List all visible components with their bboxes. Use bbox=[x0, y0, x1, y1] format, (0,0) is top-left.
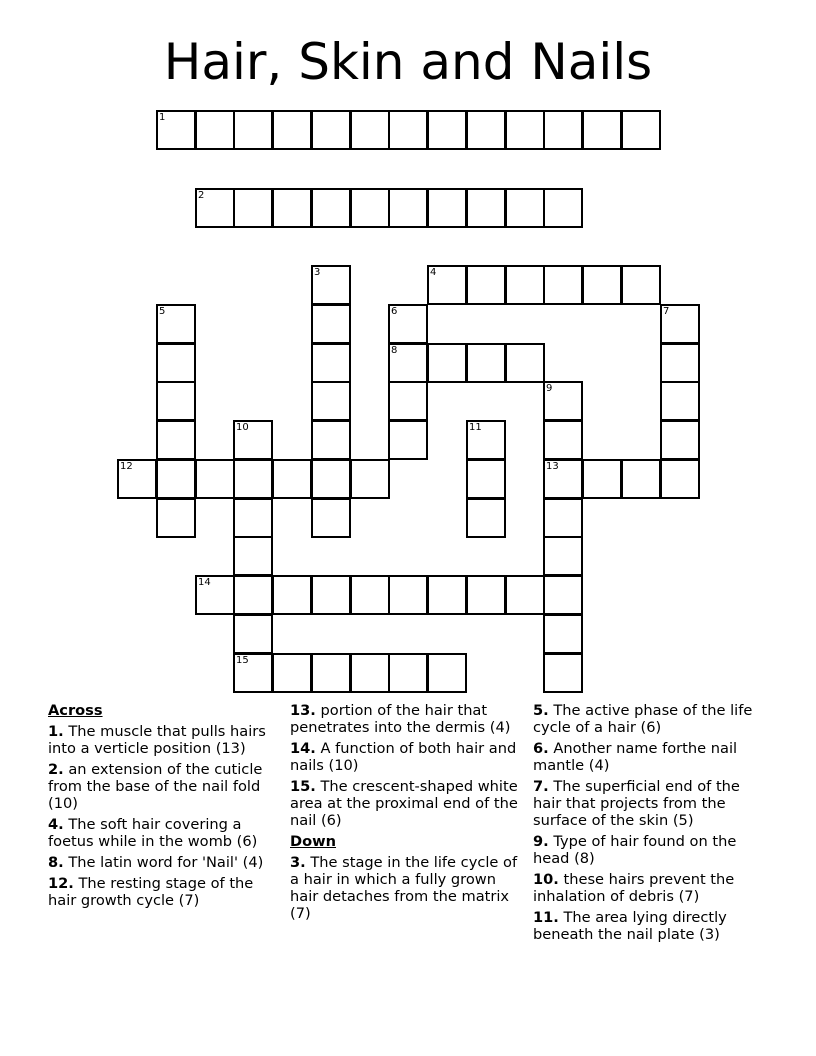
clues-column-2 bbox=[290, 702, 528, 926]
grid-cell[interactable] bbox=[388, 420, 428, 460]
grid-cell[interactable] bbox=[543, 575, 583, 615]
grid-cell[interactable] bbox=[466, 110, 506, 150]
grid-cell[interactable] bbox=[350, 653, 390, 693]
grid-cell[interactable] bbox=[427, 188, 467, 228]
grid-cell[interactable] bbox=[505, 188, 545, 228]
clue-text: these hairs prevent the inhalation of debris (7) bbox=[533, 871, 735, 905]
grid-cell[interactable] bbox=[543, 381, 583, 421]
clue-text: The muscle that pulls hairs into a verticle position (13) bbox=[48, 723, 266, 757]
grid-cell[interactable] bbox=[543, 459, 583, 499]
grid-cell[interactable] bbox=[311, 110, 351, 150]
clue-down bbox=[533, 702, 755, 736]
grid-cell[interactable] bbox=[388, 188, 428, 228]
grid-cell[interactable] bbox=[311, 420, 351, 460]
grid-cell[interactable] bbox=[543, 188, 583, 228]
grid-cell[interactable] bbox=[272, 110, 312, 150]
cell-number: 14 bbox=[198, 577, 211, 588]
grid-cell[interactable] bbox=[582, 459, 622, 499]
clue-number: 5. bbox=[533, 702, 549, 719]
grid-cell[interactable] bbox=[621, 459, 661, 499]
grid-cell[interactable] bbox=[543, 498, 583, 538]
clue-text: The latin word for 'Nail' (4) bbox=[68, 854, 264, 871]
grid-cell[interactable] bbox=[543, 110, 583, 150]
clue-number: 1. bbox=[48, 723, 64, 740]
grid-cell[interactable] bbox=[621, 265, 661, 305]
grid-cell[interactable] bbox=[311, 498, 351, 538]
grid-cell[interactable] bbox=[582, 265, 622, 305]
grid-cell[interactable] bbox=[350, 575, 390, 615]
grid-cell[interactable] bbox=[388, 653, 428, 693]
clue-number: 13. bbox=[290, 702, 316, 719]
grid-cell[interactable] bbox=[427, 343, 467, 383]
grid-cell[interactable] bbox=[233, 536, 273, 576]
grid-cell[interactable] bbox=[233, 575, 273, 615]
grid-cell[interactable] bbox=[505, 110, 545, 150]
grid-cell[interactable] bbox=[660, 343, 700, 383]
grid-cell[interactable] bbox=[233, 188, 273, 228]
clue-number: 7. bbox=[533, 778, 549, 795]
grid-cell[interactable] bbox=[466, 265, 506, 305]
grid-cell[interactable] bbox=[311, 343, 351, 383]
grid-cell[interactable] bbox=[427, 265, 467, 305]
grid-cell[interactable] bbox=[233, 653, 273, 693]
grid-cell[interactable] bbox=[350, 110, 390, 150]
clue-text: portion of the hair that penetrates into the dermis (4) bbox=[290, 702, 511, 736]
grid-cell[interactable] bbox=[272, 459, 312, 499]
grid-cell[interactable] bbox=[156, 459, 196, 499]
grid-cell[interactable] bbox=[311, 381, 351, 421]
grid-cell[interactable] bbox=[505, 343, 545, 383]
clue-number: 14. bbox=[290, 740, 316, 757]
clue-across bbox=[290, 702, 528, 736]
clue-across bbox=[290, 740, 528, 774]
grid-cell[interactable] bbox=[466, 459, 506, 499]
cell-number: 15 bbox=[236, 655, 249, 666]
grid-cell[interactable] bbox=[427, 653, 467, 693]
clue-across bbox=[48, 761, 278, 812]
clue-down bbox=[533, 871, 755, 905]
clue-number: 10. bbox=[533, 871, 559, 888]
grid-cell[interactable] bbox=[233, 420, 273, 460]
grid-cell[interactable] bbox=[505, 265, 545, 305]
clue-text: The area lying directly beneath the nail plate (3) bbox=[533, 909, 727, 943]
clue-text: The crescent-shaped white area at the proximal end of the nail (6) bbox=[290, 778, 518, 829]
grid-cell[interactable] bbox=[466, 575, 506, 615]
grid-cell[interactable] bbox=[311, 188, 351, 228]
grid-cell[interactable] bbox=[466, 420, 506, 460]
grid-cell[interactable] bbox=[621, 110, 661, 150]
grid-cell[interactable] bbox=[311, 653, 351, 693]
grid-cell[interactable] bbox=[156, 498, 196, 538]
clue-number: 8. bbox=[48, 854, 64, 871]
across-header: Across bbox=[48, 702, 103, 719]
grid-cell[interactable] bbox=[350, 459, 390, 499]
clues-column-3 bbox=[533, 702, 755, 947]
grid-cell[interactable] bbox=[233, 614, 273, 654]
clue-number: 6. bbox=[533, 740, 549, 757]
clue-down bbox=[533, 833, 755, 867]
cell-number: 11 bbox=[469, 422, 482, 433]
clue-number: 11. bbox=[533, 909, 559, 926]
grid-cell[interactable] bbox=[543, 420, 583, 460]
clue-down bbox=[533, 909, 755, 943]
grid-cell[interactable] bbox=[272, 188, 312, 228]
clue-text: The soft hair covering a foetus while in the womb (6) bbox=[48, 816, 258, 850]
cell-number: 3 bbox=[314, 267, 321, 278]
grid-cell[interactable] bbox=[660, 420, 700, 460]
grid-cell[interactable] bbox=[117, 459, 157, 499]
grid-cell[interactable] bbox=[156, 304, 196, 344]
clue-text: an extension of the cuticle from the base of the nail fold (10) bbox=[48, 761, 263, 812]
clue-across bbox=[48, 816, 278, 850]
cell-number: 13 bbox=[546, 461, 559, 472]
clue-text: The resting stage of the hair growth cycle (7) bbox=[48, 875, 254, 909]
grid-cell[interactable] bbox=[660, 381, 700, 421]
grid-cell[interactable] bbox=[156, 420, 196, 460]
grid-cell[interactable] bbox=[195, 459, 235, 499]
grid-cell[interactable] bbox=[156, 381, 196, 421]
grid-cell[interactable] bbox=[543, 265, 583, 305]
clue-across bbox=[48, 854, 278, 871]
clue-text: Type of hair found on the head (8) bbox=[533, 833, 737, 867]
clue-number: 4. bbox=[48, 816, 64, 833]
grid-cell[interactable] bbox=[350, 188, 390, 228]
clue-number: 2. bbox=[48, 761, 64, 778]
grid-cell[interactable] bbox=[388, 381, 428, 421]
clue-across bbox=[290, 778, 528, 829]
grid-cell[interactable] bbox=[195, 188, 235, 228]
grid-cell[interactable] bbox=[156, 343, 196, 383]
grid-cell[interactable] bbox=[505, 575, 545, 615]
grid-cell[interactable] bbox=[466, 188, 506, 228]
clue-number: 15. bbox=[290, 778, 316, 795]
clue-text: The stage in the life cycle of a hair in which a fully grown hair detaches from the matrix (7) bbox=[290, 854, 518, 922]
clue-number: 9. bbox=[533, 833, 549, 850]
grid-cell[interactable] bbox=[195, 575, 235, 615]
grid-cell[interactable] bbox=[466, 498, 506, 538]
page-title: Hair, Skin and Nails bbox=[163, 33, 653, 91]
grid-cell[interactable] bbox=[311, 459, 351, 499]
clue-number: 3. bbox=[290, 854, 306, 871]
grid-cell[interactable] bbox=[195, 110, 235, 150]
grid-cell[interactable] bbox=[660, 459, 700, 499]
grid-cell[interactable] bbox=[466, 343, 506, 383]
grid-cell[interactable] bbox=[660, 304, 700, 344]
clue-down bbox=[533, 740, 755, 774]
grid-cell[interactable] bbox=[272, 575, 312, 615]
grid-cell[interactable] bbox=[388, 304, 428, 344]
grid-cell[interactable] bbox=[233, 459, 273, 499]
cell-number: 7 bbox=[663, 306, 670, 317]
clue-text: The active phase of the life cycle of a hair (6) bbox=[533, 702, 753, 736]
grid-cell[interactable] bbox=[156, 110, 196, 150]
grid-cell[interactable] bbox=[311, 304, 351, 344]
cell-number: 9 bbox=[546, 383, 553, 394]
grid-cell[interactable] bbox=[427, 110, 467, 150]
grid-cell[interactable] bbox=[311, 265, 351, 305]
cell-number: 6 bbox=[391, 306, 398, 317]
cell-number: 10 bbox=[236, 422, 249, 433]
clue-number: 12. bbox=[48, 875, 74, 892]
grid-cell[interactable] bbox=[388, 343, 428, 383]
cell-number: 5 bbox=[159, 306, 166, 317]
cell-number: 12 bbox=[120, 461, 133, 472]
grid-cell[interactable] bbox=[427, 575, 467, 615]
clue-text: Another name forthe nail mantle (4) bbox=[533, 740, 738, 774]
grid-cell[interactable] bbox=[543, 653, 583, 693]
grid-cell[interactable] bbox=[543, 536, 583, 576]
clue-down bbox=[533, 778, 755, 829]
cell-number: 1 bbox=[159, 112, 166, 123]
grid-cell[interactable] bbox=[233, 498, 273, 538]
clue-down bbox=[290, 854, 528, 922]
down-header: Down bbox=[290, 833, 337, 850]
clue-text: A function of both hair and nails (10) bbox=[290, 740, 517, 774]
clue-across bbox=[48, 723, 278, 757]
grid-cell[interactable] bbox=[311, 575, 351, 615]
clue-across bbox=[48, 875, 278, 909]
grid-cell[interactable] bbox=[272, 653, 312, 693]
grid-cell[interactable] bbox=[233, 110, 273, 150]
cell-number: 4 bbox=[430, 267, 437, 278]
grid-cell[interactable] bbox=[543, 614, 583, 654]
grid-cell[interactable] bbox=[388, 110, 428, 150]
cell-number: 8 bbox=[391, 345, 398, 356]
cell-number: 2 bbox=[198, 190, 205, 201]
clue-text: The superficial end of the hair that projects from the surface of the skin (5) bbox=[533, 778, 740, 829]
grid-cell[interactable] bbox=[582, 110, 622, 150]
clues-column-1 bbox=[48, 702, 278, 913]
grid-cell[interactable] bbox=[388, 575, 428, 615]
